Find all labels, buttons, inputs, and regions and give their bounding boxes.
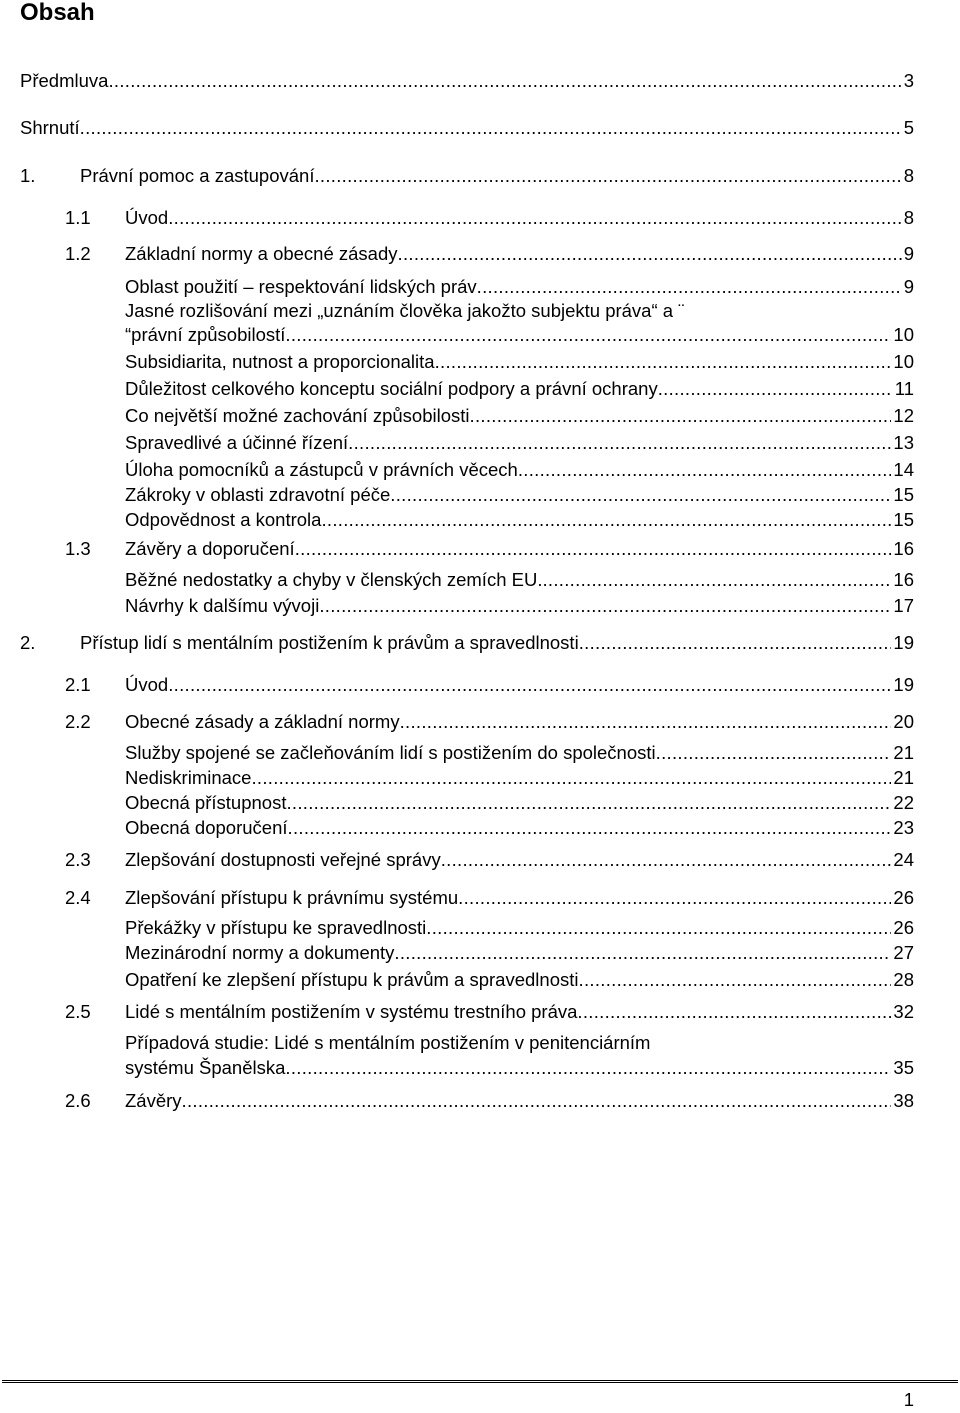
- dot-leader: [286, 791, 891, 815]
- dot-leader: [542, 568, 891, 592]
- toc-entry-number: 2.1: [65, 674, 91, 695]
- toc-entry-title: Úvod: [125, 207, 169, 228]
- dot-leader: [577, 1000, 891, 1024]
- toc-entry[interactable]: [20, 164, 914, 188]
- toc-entry[interactable]: [125, 941, 914, 965]
- toc-entry[interactable]: [65, 1000, 914, 1024]
- toc-entry-page: 10: [893, 351, 914, 372]
- toc-entry-title: Nediskriminace: [125, 767, 252, 788]
- dot-leader: [394, 941, 891, 965]
- toc-entry-page: 12: [893, 405, 914, 426]
- toc-entry-title: Odpovědnost a kontrola: [125, 509, 322, 530]
- toc-entry[interactable]: [125, 816, 914, 840]
- toc-entry-title: Úloha pomocníků a zástupců v právních věcech: [125, 459, 518, 480]
- toc-entry[interactable]: [125, 508, 914, 532]
- toc-entry-page: 19: [893, 632, 914, 653]
- toc-entry-page: 15: [893, 484, 914, 505]
- toc-entry-title: Závěry: [125, 1090, 182, 1111]
- dot-leader: [348, 431, 891, 455]
- toc-entry[interactable]: [65, 710, 914, 734]
- toc-entry-page: 20: [893, 711, 914, 732]
- toc-entry-page: 24: [893, 849, 914, 870]
- toc-entry-title: Spravedlivé a účinné řízení: [125, 432, 349, 453]
- toc-entry-page: 9: [903, 276, 914, 297]
- toc-entry-number: 1.3: [65, 538, 91, 559]
- dot-leader: [285, 1056, 891, 1080]
- toc-entry[interactable]: [125, 766, 914, 790]
- toc-entry-page: 8: [903, 165, 914, 186]
- dot-leader: [518, 458, 892, 482]
- toc-entry-page: 5: [903, 117, 914, 138]
- toc-entry[interactable]: [125, 483, 914, 507]
- dot-leader: [477, 275, 902, 299]
- toc-entry-page: 32: [893, 1001, 914, 1022]
- footer-page-number: 1: [903, 1389, 914, 1410]
- toc-entry[interactable]: [125, 404, 914, 428]
- toc-entry-page: 16: [893, 538, 914, 559]
- toc-entry[interactable]: [65, 537, 914, 561]
- toc-entry-title: Předmluva: [20, 70, 109, 91]
- toc-entry-title: Důležitost celkového konceptu sociální podpory a právní ochrany: [125, 378, 658, 399]
- dot-leader: [656, 741, 892, 765]
- dot-leader: [400, 710, 892, 734]
- toc-entry[interactable]: [65, 848, 914, 872]
- toc-entry-number: 2.6: [65, 1090, 91, 1111]
- toc-entry[interactable]: [125, 568, 914, 592]
- dot-leader: [458, 886, 891, 910]
- dot-leader: [251, 766, 891, 790]
- toc-entry[interactable]: [125, 791, 914, 815]
- dot-leader: [295, 537, 892, 561]
- toc-entry-page: 21: [893, 742, 914, 763]
- dot-leader: [441, 848, 892, 872]
- toc-entry-title: Právní pomoc a zastupování: [80, 165, 315, 186]
- toc-entry-title: Obecné zásady a základní normy: [125, 711, 400, 732]
- toc-entry-page: 8: [903, 207, 914, 228]
- toc-entry-title: Základní normy a obecné zásady: [125, 243, 398, 264]
- toc-entry-page: 9: [903, 243, 914, 264]
- toc-entry-title: Zlepšování přístupu k právnímu systému: [125, 887, 459, 908]
- toc-entry-page: 13: [893, 432, 914, 453]
- page-title: Obsah: [20, 0, 95, 26]
- toc-entry-page: 14: [893, 459, 914, 480]
- toc-entry-title: systému Španělska: [125, 1057, 286, 1078]
- toc-entry[interactable]: [20, 116, 914, 140]
- dot-leader: [182, 1089, 892, 1113]
- toc-entry[interactable]: [125, 594, 914, 618]
- toc-entry[interactable]: [65, 1089, 914, 1113]
- dot-leader: [108, 69, 901, 93]
- toc-entry[interactable]: [20, 69, 914, 93]
- toc-entry-title: Obecná přístupnost: [125, 792, 287, 813]
- toc-entry-page: 3: [903, 70, 914, 91]
- toc-entry-page: 27: [893, 942, 914, 963]
- toc-entry-title: Oblast použití – respektování lidských práv: [125, 276, 477, 297]
- toc-entry-number: 2.2: [65, 711, 91, 732]
- toc-entry[interactable]: [65, 242, 914, 266]
- dot-leader: [168, 206, 902, 230]
- toc-entry-page: 15: [893, 509, 914, 530]
- dot-leader: [579, 631, 892, 655]
- dot-leader: [288, 816, 892, 840]
- toc-entry-page: 23: [893, 817, 914, 838]
- toc-entry[interactable]: [125, 431, 914, 455]
- toc-entry[interactable]: [125, 741, 914, 765]
- toc-entry-title: Běžné nedostatky a chyby v členských zemích EU.: [125, 569, 543, 590]
- toc-entry-page: 17: [893, 595, 914, 616]
- toc-entry[interactable]: [65, 886, 914, 910]
- dot-leader: [390, 483, 891, 507]
- toc-entry-title: “právní způsobilostí: [125, 324, 286, 345]
- dot-leader: [398, 242, 902, 266]
- toc-entry[interactable]: [65, 206, 914, 230]
- dot-leader: [80, 116, 902, 140]
- toc-entry-title: Opatření ke zlepšení přístupu k právům a spravedlnosti: [125, 969, 579, 990]
- dot-leader: [470, 404, 892, 428]
- dot-leader: [435, 350, 892, 374]
- toc-entry-title: Přístup lidí s mentálním postižením k právům a spravedlnosti: [80, 632, 579, 653]
- toc-entry[interactable]: [125, 1056, 914, 1080]
- toc-entry-page: 26: [893, 917, 914, 938]
- toc-entry-title: Jasné rozlišování mezi „uznáním člověka jakožto subjektu práva“ a ¨: [125, 300, 685, 321]
- toc-entry-page: 38: [893, 1090, 914, 1111]
- toc-entry-page: 22: [893, 792, 914, 813]
- toc-entry-title: Služby spojené se začleňováním lidí s postižením do společnosti: [125, 742, 656, 763]
- toc-entry-page: 11: [894, 378, 914, 399]
- toc-entry-title: Obecná doporučení: [125, 817, 288, 838]
- toc-entry-title: Zákroky v oblasti zdravotní péče: [125, 484, 391, 505]
- toc-entry-page: 21: [893, 767, 914, 788]
- toc-entry[interactable]: [65, 673, 914, 697]
- toc-entry[interactable]: [125, 377, 914, 401]
- toc-entry-title: Závěry a doporučení: [125, 538, 295, 559]
- toc-entry-title: Lidé s mentálním postižením v systému trestního práva: [125, 1001, 578, 1022]
- toc-entry-number: 1.2: [65, 243, 91, 264]
- dot-leader: [426, 916, 891, 940]
- toc-entry-page: 10: [893, 324, 914, 345]
- toc-entry[interactable]: [20, 631, 914, 655]
- dot-leader: [314, 164, 901, 188]
- toc-entry-title: Návrhy k dalšímu vývoji: [125, 595, 320, 616]
- toc-entry-title: Subsidiarita, nutnost a proporcionalita: [125, 351, 435, 372]
- toc-entry[interactable]: [125, 350, 914, 374]
- toc-entry-title: Zlepšování dostupnosti veřejné správy: [125, 849, 441, 870]
- footer-divider: [2, 1380, 958, 1383]
- toc-entry-page: 28: [893, 969, 914, 990]
- toc-entry[interactable]: [125, 323, 914, 347]
- toc-entry-number: 2.: [20, 632, 36, 653]
- dot-leader: [321, 508, 891, 532]
- toc-entry[interactable]: [125, 275, 914, 299]
- dot-leader: [658, 377, 893, 401]
- toc-entry-title: Shrnutí: [20, 117, 80, 138]
- toc-entry-title: Překážky v přístupu ke spravedlnosti: [125, 917, 427, 938]
- toc-entry[interactable]: [125, 968, 914, 992]
- toc-entry[interactable]: [125, 916, 914, 940]
- toc-entry-title: Co největší možné zachování způsobilosti: [125, 405, 470, 426]
- toc-entry-page: 19: [893, 674, 914, 695]
- toc-entry-page: 35: [893, 1057, 914, 1078]
- toc-entry-title: Mezinárodní normy a dokumenty: [125, 942, 395, 963]
- toc-entry-number: 2.3: [65, 849, 91, 870]
- toc-entry-page: 16: [893, 569, 914, 590]
- dot-leader: [319, 594, 891, 618]
- dot-leader: [579, 968, 892, 992]
- dot-leader: [168, 673, 891, 697]
- toc-entry-title: Případová studie: Lidé s mentálním postižením v penitenciárním: [125, 1032, 651, 1053]
- dot-leader: [285, 323, 891, 347]
- toc-entry-title: Úvod: [125, 674, 169, 695]
- toc-entry-number: 2.5: [65, 1001, 91, 1022]
- toc-entry[interactable]: [125, 458, 914, 482]
- toc-entry-number: 1.: [20, 165, 36, 186]
- toc-entry-number: 2.4: [65, 887, 91, 908]
- toc-entry-number: 1.1: [65, 207, 91, 228]
- toc-entry-page: 26: [893, 887, 914, 908]
